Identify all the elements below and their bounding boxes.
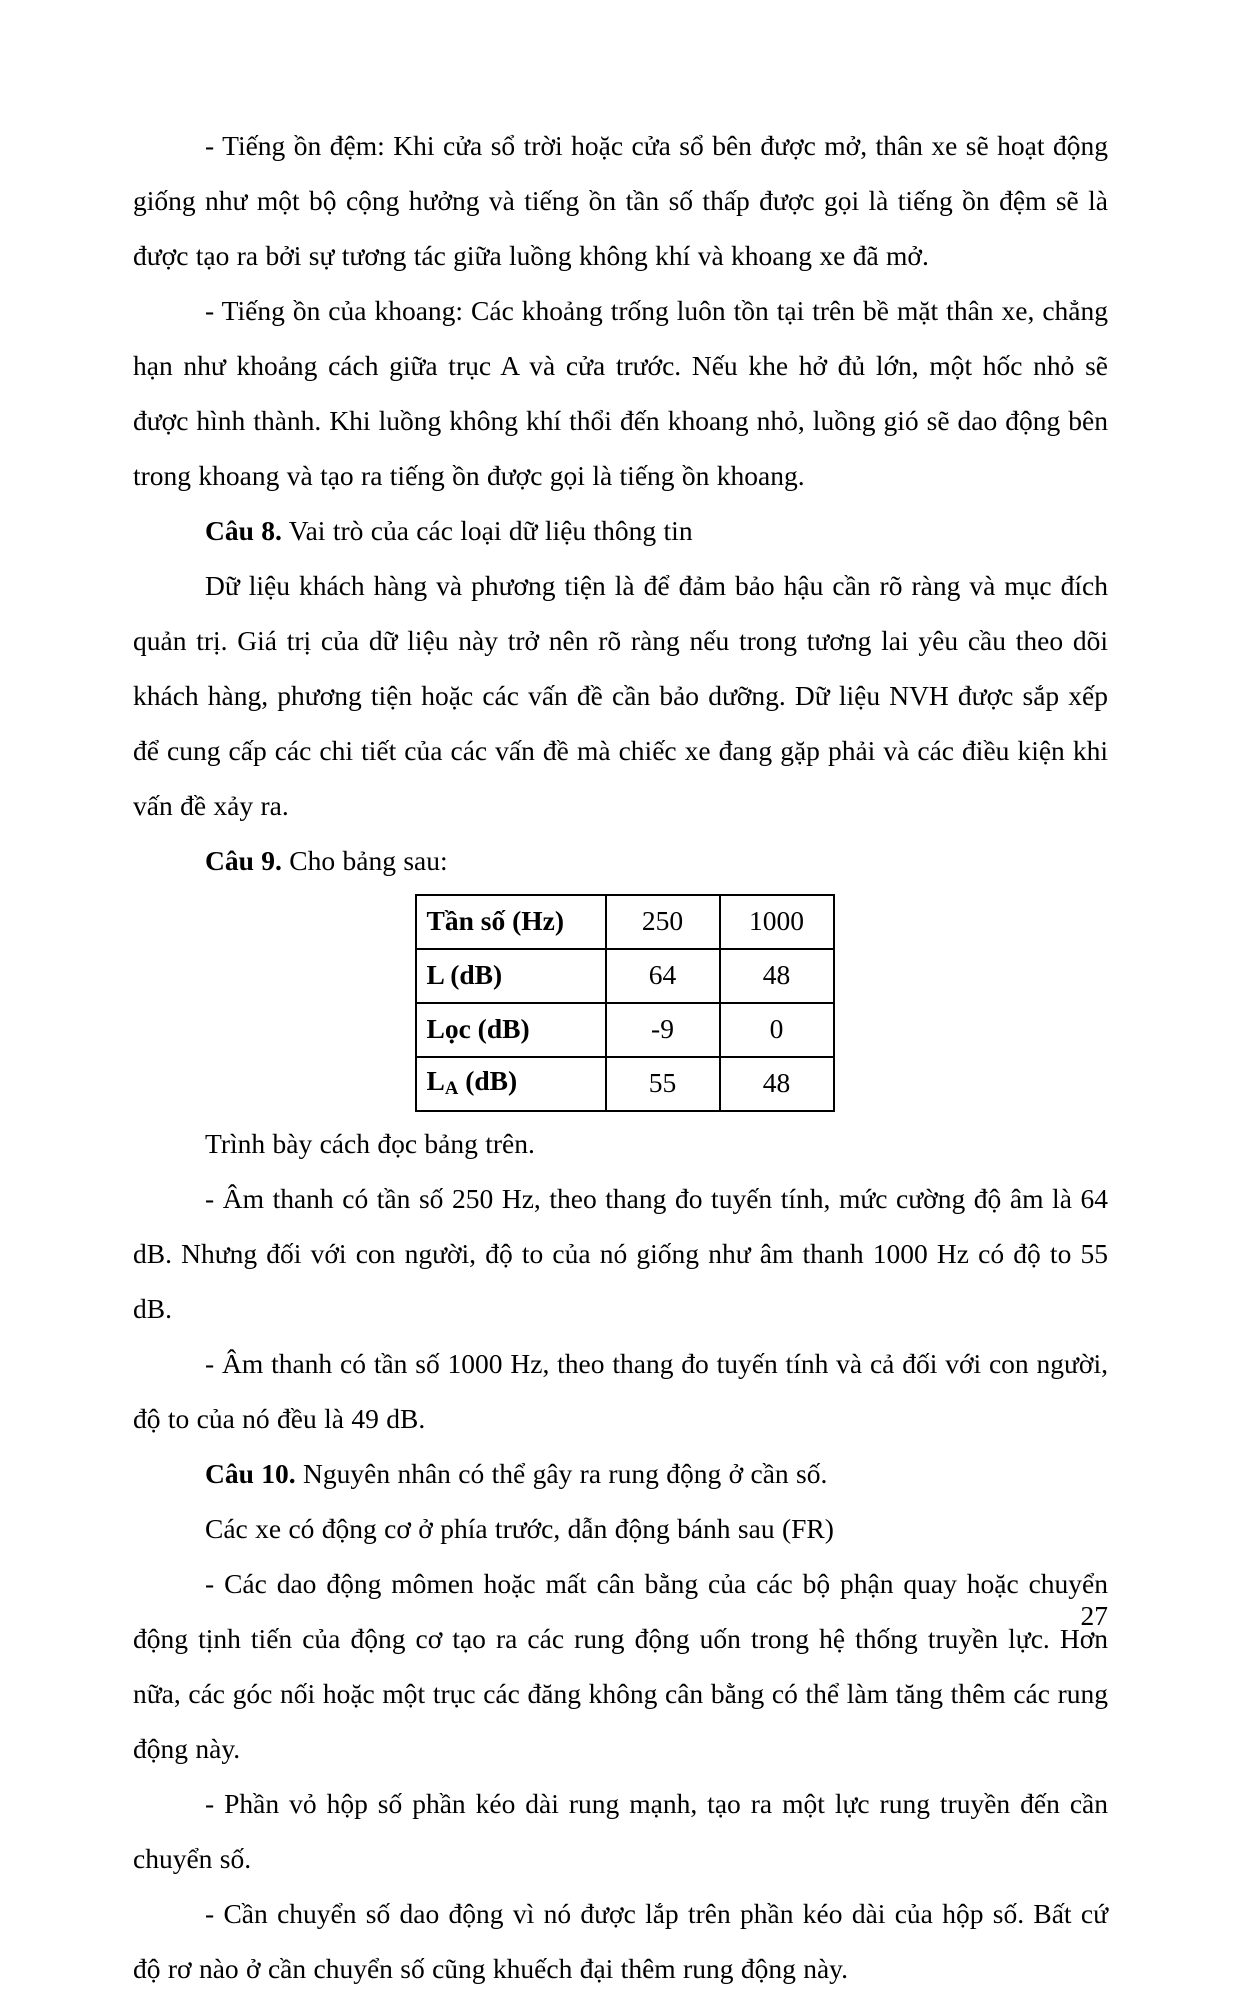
paragraph-buffeting-noise: - Tiếng ồn đệm: Khi cửa sổ trời hoặc cửa sổ bên được mở, thân xe sẽ hoạt động giống như một bộ cộng hưởng và tiếng ồn tần số thấp được gọi là tiếng ồn đệm sẽ là được tạo ra bởi sự tương tác giữa luồng không khí và khoang xe đã mở. — [133, 130, 1108, 271]
paragraph-1000hz: - Âm thanh có tần số 1000 Hz, theo thang đo tuyến tính và cả đối với con người, độ to của nó đều là 49 dB. — [133, 1348, 1108, 1434]
frequency-table — [415, 894, 835, 1112]
table-row-label: L (dB) — [416, 949, 606, 1003]
table-row — [416, 895, 834, 949]
table-row-label: Tần số (Hz) — [416, 895, 606, 949]
paragraph-cavity-noise: - Tiếng ồn của khoang: Các khoảng trống luôn tồn tại trên bề mặt thân xe, chẳng hạn như khoảng cách giữa trục A và cửa trước. Nếu khe hở đủ lớn, một hốc nhỏ sẽ được hình thành. Khi luồng không khí thổi đến khoang nhỏ, luồng gió sẽ dao động bên trong khoang và tạo ra tiếng ồn được gọi là tiếng ồn khoang. — [133, 295, 1108, 491]
paragraph-read-table: Trình bày cách đọc bảng trên. — [205, 1128, 535, 1159]
table-cell-la-1000: 48 — [720, 1057, 834, 1111]
table-cell-250: 250 — [606, 895, 720, 949]
paragraph-250hz: - Âm thanh có tần số 250 Hz, theo thang đo tuyến tính, mức cường độ âm là 64 dB. Nhưng đối với con người, độ to của nó giống như âm thanh 1000 Hz có độ to 55 dB. — [133, 1183, 1108, 1324]
paragraph-shift-lever: - Cần chuyển số dao động vì nó được lắp trên phần kéo dài của hộp số. Bất cứ độ rơ nào ở cần chuyển số cũng khuếch đại thêm rung động này. — [133, 1898, 1108, 1984]
question-8-heading — [133, 503, 1108, 558]
question-10-title: Nguyên nhân có thể gây ra rung động ở cần số. — [295, 1458, 828, 1489]
la-base: L — [426, 1065, 445, 1097]
paragraph-data-roles: Dữ liệu khách hàng và phương tiện là để đảm bảo hậu cần rõ ràng và mục đích quản trị. Giá trị của dữ liệu này trở nên rõ ràng nếu trong tương lai yêu cầu theo dõi khách hàng, phương tiện hoặc các vấn đề cần bảo dưỡng. Dữ liệu NVH được sắp xếp để cung cấp các chi tiết của các vấn đề mà chiếc xe đang gặp phải và các điều kiện khi vấn đề xảy ra. — [133, 570, 1108, 821]
page-content — [133, 118, 1108, 1996]
table-cell-l-1000: 48 — [720, 949, 834, 1003]
la-tail: (dB) — [458, 1065, 518, 1097]
frequency-table-wrapper — [141, 894, 1108, 1112]
table-row — [416, 1057, 834, 1111]
la-subscript: A — [444, 1078, 459, 1100]
paragraph-fr-layout: Các xe có động cơ ở phía trước, dẫn động bánh sau (FR) — [205, 1513, 834, 1544]
table-row-label: Lọc (dB) — [416, 1003, 606, 1057]
question-8-title: Vai trò của các loại dữ liệu thông tin — [281, 515, 693, 546]
question-9-label: Câu 9. — [205, 845, 282, 876]
table-cell-loc-250: -9 — [606, 1003, 720, 1057]
table-cell-l-250: 64 — [606, 949, 720, 1003]
page-number: 27 — [1080, 1600, 1108, 1631]
paragraph-gearbox-extension: - Phần vỏ hộp số phần kéo dài rung mạnh, tạo ra một lực rung truyền đến cần chuyển số. — [133, 1788, 1108, 1874]
question-10-heading — [133, 1446, 1108, 1501]
table-row — [416, 949, 834, 1003]
table-cell-1000: 1000 — [720, 895, 834, 949]
table-row-label-la — [416, 1057, 606, 1111]
question-9-title: Cho bảng sau: — [281, 845, 448, 876]
table-row — [416, 1003, 834, 1057]
paragraph-moment-vibration: - Các dao động mômen hoặc mất cân bằng của các bộ phận quay hoặc chuyển động tịnh tiến của động cơ tạo ra các rung động uốn trong hệ thống truyền lực. Hơn nữa, các góc nối hoặc một trục các đăng không cân bằng có thể làm tăng thêm các rung động này. — [133, 1568, 1108, 1764]
table-cell-loc-1000: 0 — [720, 1003, 834, 1057]
question-9-heading — [133, 833, 1108, 888]
question-8-label: Câu 8. — [205, 515, 282, 546]
question-10-label: Câu 10. — [205, 1458, 296, 1489]
table-cell-la-250: 55 — [606, 1057, 720, 1111]
